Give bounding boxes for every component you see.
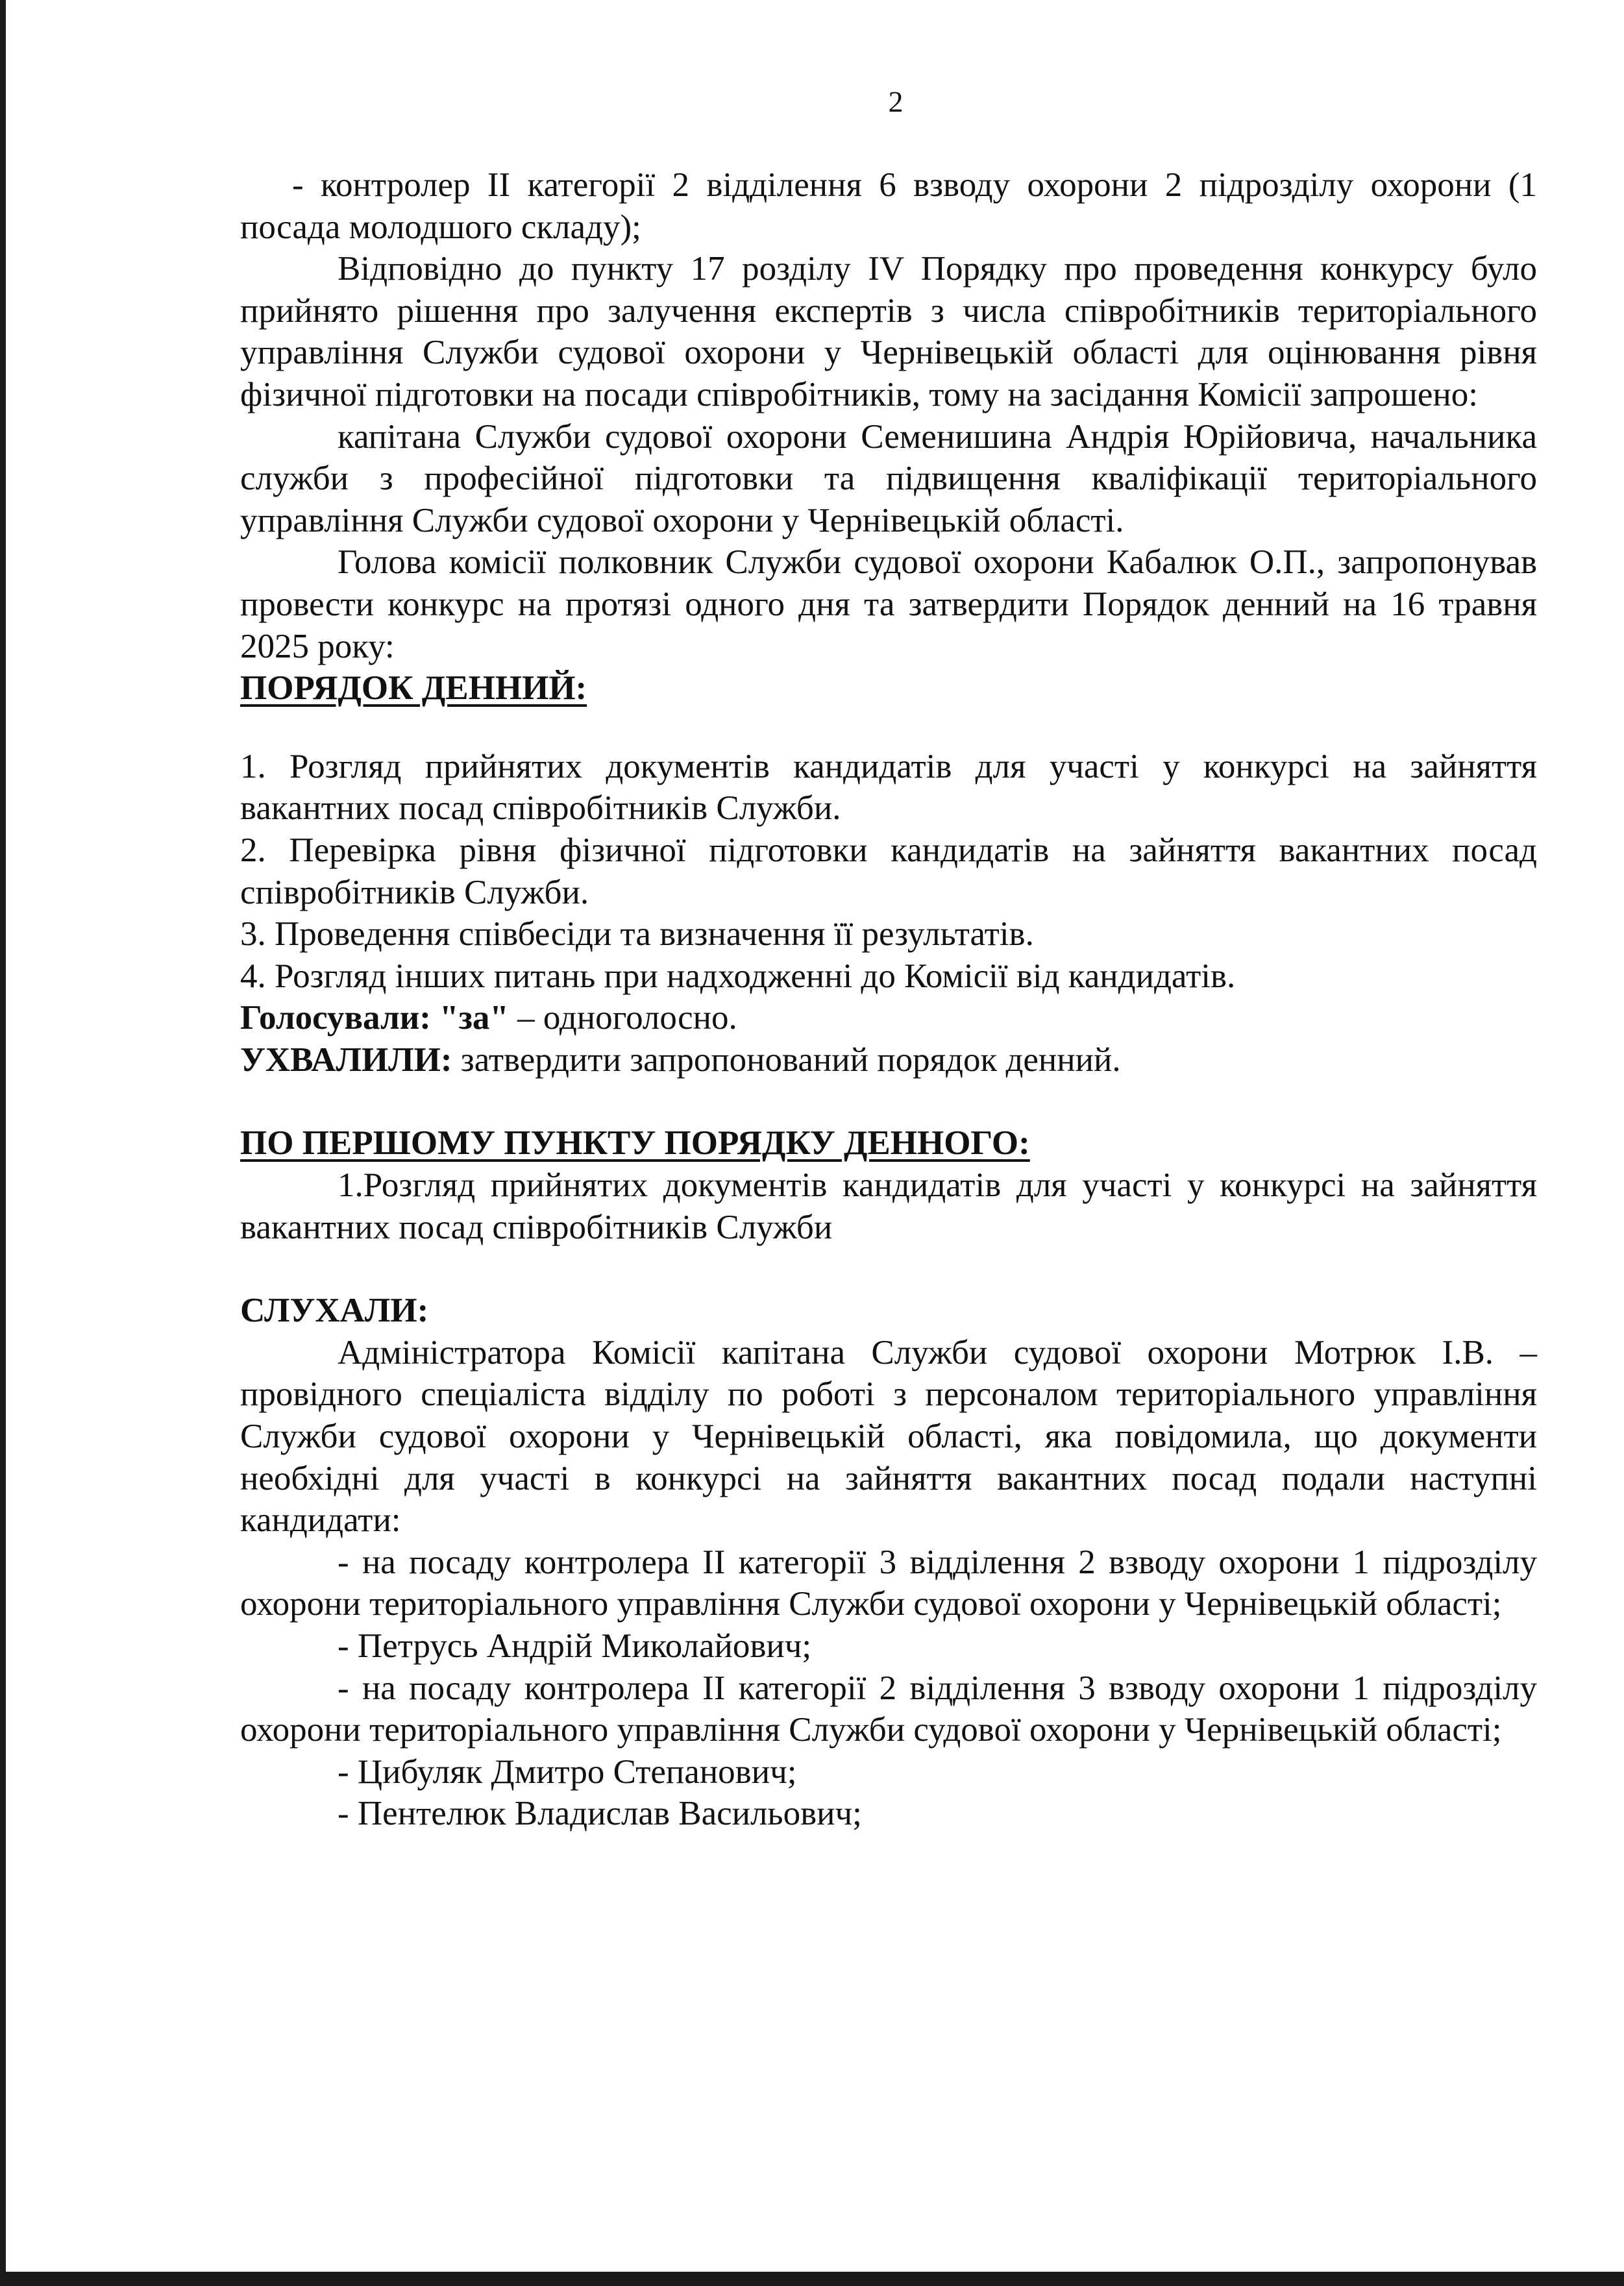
heard-heading: СЛУХАЛИ: — [240, 1292, 429, 1330]
document-body — [240, 164, 1537, 1835]
spacer — [240, 1248, 1537, 1290]
spacer — [240, 709, 1537, 746]
agenda-item: 3. Проведення співбесіди та визначення її результатів. — [240, 915, 1034, 953]
candidate-2: - Цибуляк Дмитро Степанович; — [338, 1752, 797, 1791]
spacer — [240, 1081, 1537, 1122]
vote-value: – одноголосно. — [508, 999, 737, 1037]
vote-label: Голосували: "за" — [240, 999, 509, 1037]
experts-paragraph: Відповідно до пункту 17 розділу IV Порядку про проведення конкурсу було прийнято рішення про залучення експертів з числа співробітників територіального управління Служби судової охорони у Чернівецькій області для оцінювання рівня фізичної підготовки на посади співробітників, тому на засідання Комісії запрошено: — [240, 250, 1537, 413]
controller-post-item: - контролер ІІ категорії 2 відділення 6 взводу охорони 2 підрозділу охорони (1 посада молодшого складу); — [240, 166, 1537, 246]
candidate-1: - Петрусь Андрій Миколайович; — [338, 1627, 812, 1665]
post-2-paragraph: - на посаду контролера ІІ категорії 2 відділення 3 взводу охорони 1 підрозділу охорони територіального управління Служби судової охорони у Чернівецькій області; — [240, 1669, 1537, 1749]
heard-paragraph: Адміністратора Комісії капітана Служби судової охорони Мотрюк І.В. – провідного спеціаліста відділу по роботі з персоналом територіального управління Служби судової охорони у Чернівецькій області, яка повідомила, що документи необхідні для участі в конкурсі на зайняття вакантних посад подали наступні кандидати: — [240, 1333, 1537, 1540]
agenda-item: 1. Розгляд прийнятих документів кандидатів для участі у конкурсі на зайняття вакантних посад співробітників Служби. — [240, 747, 1537, 828]
resolved-value: затвердити запропонований порядок денний. — [452, 1040, 1121, 1079]
resolved-label: УХВАЛИЛИ: — [240, 1040, 452, 1079]
resolved-line — [240, 1039, 1537, 1081]
agenda-item: 4. Розгляд інших питань при надходженні до Комісії від кандидатів. — [240, 957, 1236, 995]
invited-expert-paragraph: капітана Служби судової охорони Семенишина Андрія Юрійовича, начальника служби з професійної підготовки та підвищення кваліфікації територіального управління Служби судової охорони у Чернівецькій області. — [240, 417, 1537, 539]
candidate-3: - Пентелюк Владислав Васильович; — [338, 1795, 862, 1833]
scan-edge-left — [0, 0, 6, 2286]
chair-proposal-paragraph: Голова комісії полковник Служби судової охорони Кабалюк О.П., запропонував провести конкурс на протязі одного дня та затвердити Порядок денний на 16 травня 2025 року: — [240, 543, 1537, 665]
vote-line — [240, 997, 1537, 1039]
post-1-paragraph: - на посаду контролера ІІ категорії 3 відділення 2 взводу охорони 1 підрозділу охорони територіального управління Служби судової охорони у Чернівецькій області; — [240, 1543, 1537, 1623]
agenda-heading: ПОРЯДОК ДЕННИЙ: — [240, 669, 587, 707]
first-item-text: 1.Розгляд прийнятих документів кандидатів для участі у конкурсі на зайняття вакантних посад співробітників Служби — [240, 1166, 1537, 1246]
page-number: 2 — [888, 85, 904, 118]
agenda-item: 2. Перевірка рівня фізичної підготовки кандидатів на зайняття вакантних посад співробітників Служби. — [240, 831, 1537, 911]
first-item-heading: ПО ПЕРШОМУ ПУНКТУ ПОРЯДКУ ДЕННОГО: — [240, 1124, 1030, 1162]
scan-edge-bottom — [0, 2272, 1624, 2286]
